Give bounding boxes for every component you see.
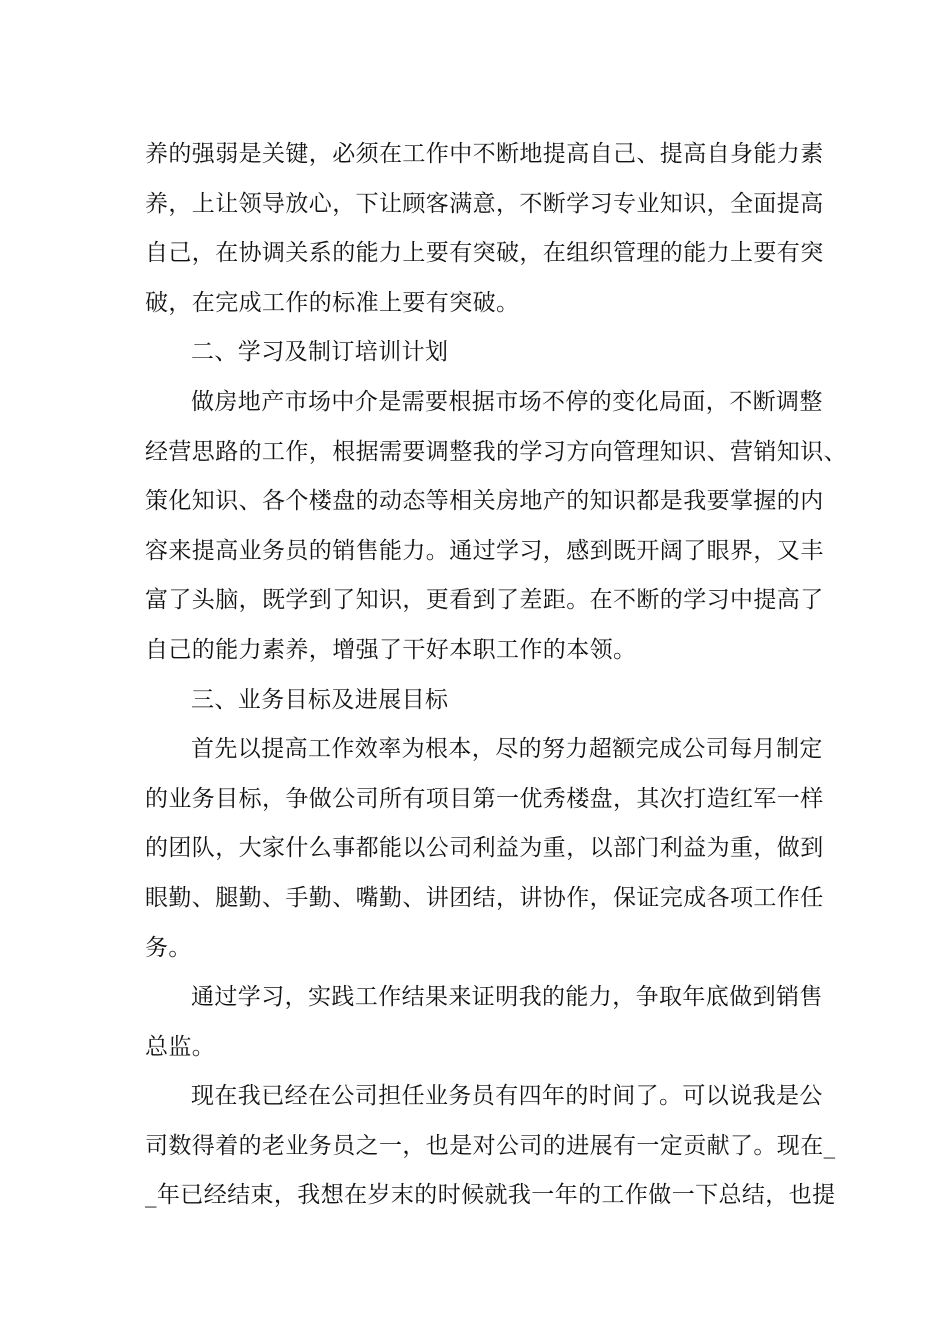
paragraph-line: 自己的能力素养，增强了干好本职工作的本领。 [145,636,637,663]
paragraph-line: 破，在完成工作的标准上要有突破。 [145,289,520,316]
paragraph-line: 现在我已经在公司担任业务员有四年的时间了。可以说我是公 [191,1083,823,1110]
paragraph-line: 总监。 [145,1033,216,1060]
paragraph-line: 眼勤、腿勤、手勤、嘴勤、讲团结，讲协作，保证完成各项工作任 [145,884,824,911]
paragraph-line: 务。 [145,934,192,961]
paragraph-line: 的业务目标，争做公司所有项目第一优秀楼盘，其次打造红军一样 [145,785,824,812]
paragraph-line: _年已经结束，我想在岁末的时候就我一年的工作做一下总结，也提 [145,1182,836,1209]
paragraph-line: 策化知识、各个楼盘的动态等相关房地产的知识都是我要掌握的内 [145,488,824,515]
paragraph-line: 养的强弱是关键，必须在工作中不断地提高自己、提高自身能力素 [145,141,824,167]
paragraph-line: 的团队，大家什么事都能以公司利益为重，以部门利益为重，做到 [145,835,824,862]
paragraph-line: 首先以提高工作效率为根本，尽的努力超额完成公司每月制定 [191,736,823,763]
section-heading: 三、业务目标及进展目标 [191,686,449,713]
paragraph-line: 司数得着的老业务员之一，也是对公司的进展有一定贡献了。现在_ [145,1132,836,1159]
paragraph-line: 自己，在协调关系的能力上要有突破，在组织管理的能力上要有突 [145,240,824,267]
paragraph-line: 经营思路的工作，根据需要调整我的学习方向管理知识、营销知识、 [145,438,847,465]
paragraph-line: 通过学习，实践工作结果来证明我的能力，争取年底做到销售 [191,984,823,1011]
paragraph-line: 富了头脑，既学到了知识，更看到了差距。在不断的学习中提高了 [145,587,824,614]
paragraph-line: 养，上让领导放心，下让顾客满意，不断学习专业知识，全面提高 [145,190,824,217]
document-body [145,130,847,1221]
paragraph-line: 容来提高业务员的销售能力。通过学习，感到既开阔了眼界，又丰 [145,537,824,564]
section-heading: 二、学习及制订培训计划 [191,339,449,366]
paragraph-line: 做房地产市场中介是需要根据市场不停的变化局面，不断调整 [191,388,823,415]
